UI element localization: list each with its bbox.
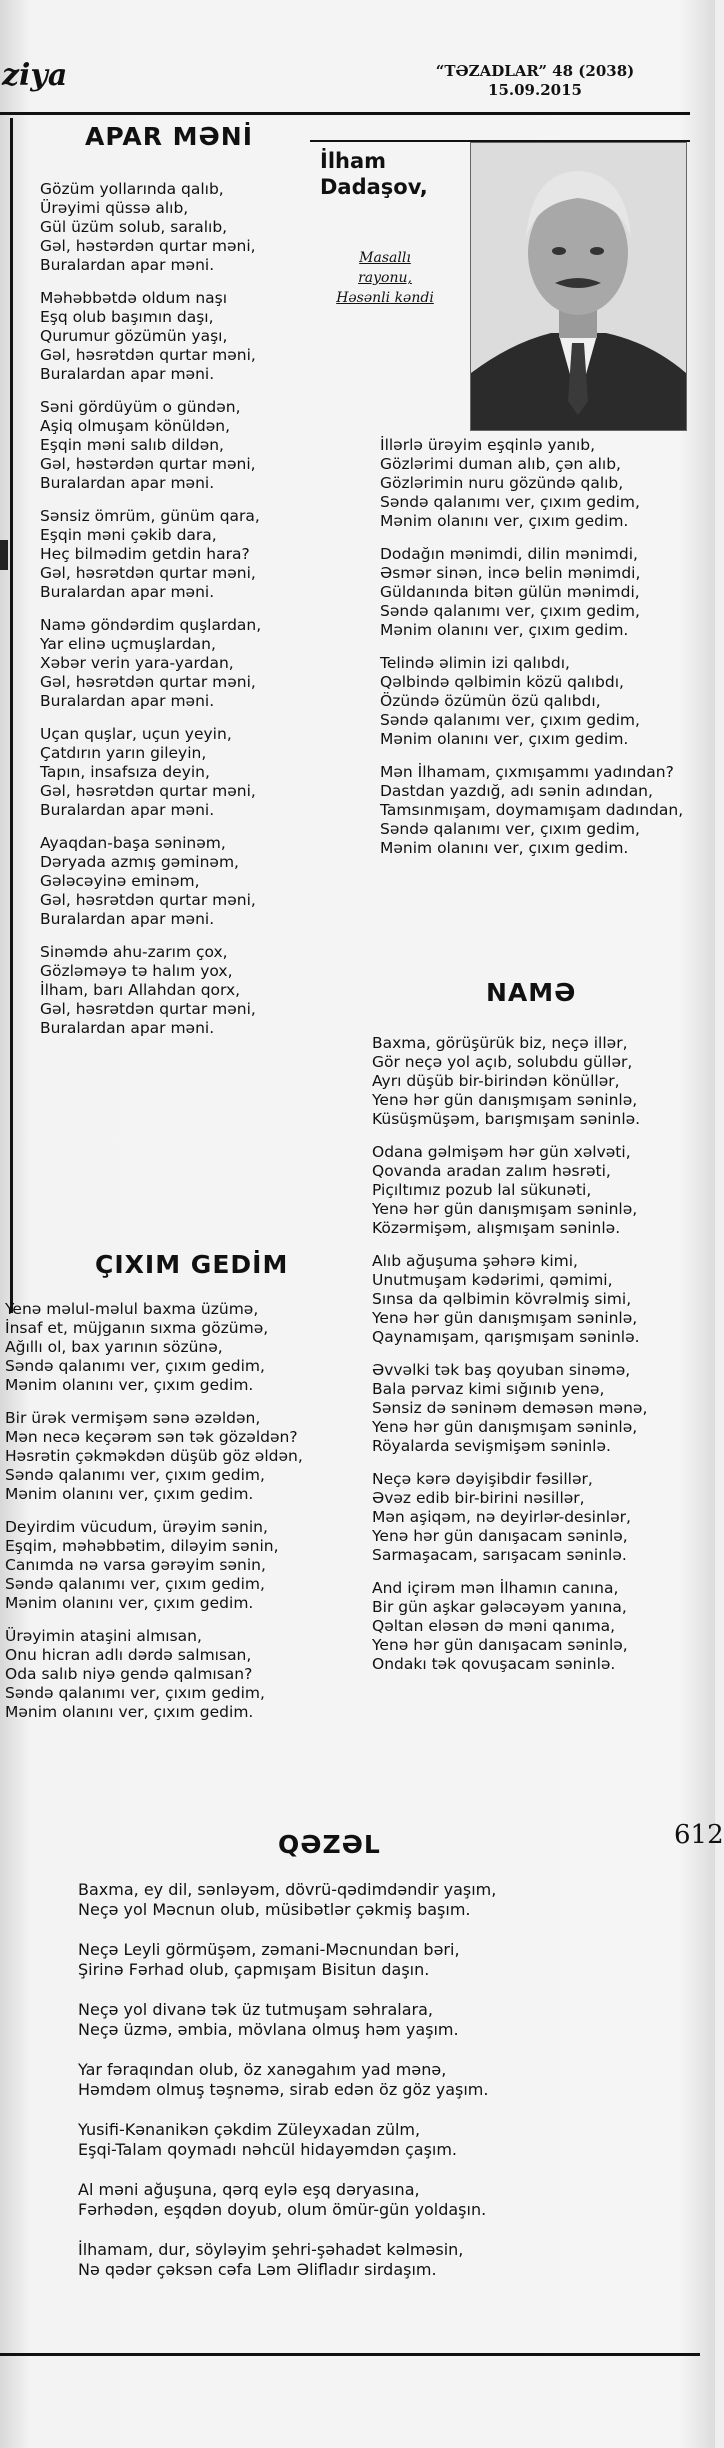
- poem-line: İnsaf et, müjganın sıxma gözümə,: [5, 1319, 269, 1337]
- poem-line: Dastdan yazdığ, adı sənin adından,: [380, 782, 653, 800]
- stanza: [40, 180, 310, 275]
- poem-line: Buralardan apar məni.: [40, 474, 215, 492]
- poem-line: Səndə qalanımı ver, çıxım gedim,: [380, 602, 640, 620]
- poem-line: Xəbər verin yara-yardan,: [40, 654, 234, 672]
- poem-title-cixim-gedim: ÇIXIM GEDİM: [95, 1250, 289, 1279]
- stanza: [380, 654, 680, 749]
- poem-line: İlham, barı Allahdan qorx,: [40, 981, 241, 999]
- issue-date: 15.09.2015: [488, 81, 582, 99]
- poem-line: Mənim olanını ver, çıxım gedim.: [5, 1594, 254, 1612]
- author-photo: [470, 142, 687, 431]
- stanza: [40, 725, 310, 820]
- poem-line: Səndə qalanımı ver, çıxım gedim,: [380, 711, 640, 729]
- poem-line: Uçan quşlar, uçun yeyin,: [40, 725, 232, 743]
- poem-line: Gəl, həsrətdən qurtar məni,: [40, 891, 256, 909]
- location-line: rayonu,: [358, 270, 412, 286]
- poem-line: Sarmaşacam, sarışacam səninlə.: [372, 1546, 627, 1564]
- poem-line: Yar elinə uçmuşlardan,: [40, 635, 216, 653]
- stanza: [5, 1300, 350, 1395]
- poem-line: Yenə hər gün danışmışam səninlə,: [372, 1091, 638, 1109]
- poem-line: Baxma, görüşürük biz, neçə illər,: [372, 1034, 628, 1052]
- poem-line: Neçə yol Məcnun olub, müsibətlər çəkmiş başım.: [78, 1900, 471, 1919]
- poem-line: Namə göndərdim quşlardan,: [40, 616, 262, 634]
- poem-line: Ondakı tək qovuşacam səninlə.: [372, 1655, 616, 1673]
- poem-line: Sənsiz də səninəm deməsən mənə,: [372, 1399, 648, 1417]
- masthead: [420, 62, 650, 100]
- author-location: [320, 248, 450, 308]
- poem-line: Buralardan apar məni.: [40, 256, 215, 274]
- poem-line: İllərlə ürəyim eşqinlə yanıb,: [380, 436, 596, 454]
- poem-line: Özündə özümün özü qalıbdı,: [380, 692, 601, 710]
- poem-line: Qəlbində qəlbimin közü qalıbdı,: [380, 673, 624, 691]
- poem-line: Mənim olanını ver, çıxım gedim.: [380, 621, 629, 639]
- stanza: [78, 2060, 496, 2100]
- poem-line: Əsmər sinən, incə belin mənimdi,: [380, 564, 641, 582]
- poem-line: Səndə qalanımı ver, çıxım gedim,: [5, 1684, 265, 1702]
- location-line: Masallı: [359, 250, 411, 266]
- poem-line: Eşqin məni salıb dildən,: [40, 436, 224, 454]
- poem-line: Səndə qalanımı ver, çıxım gedim,: [380, 820, 640, 838]
- poem-line: Tamsınmışam, doymamışam dadından,: [380, 801, 684, 819]
- poem-line: Buralardan apar məni.: [40, 692, 215, 710]
- author-portrait: [471, 143, 686, 430]
- stanza: [372, 1034, 682, 1129]
- poem-line: Əvəz edib bir-birini nəsillər,: [372, 1489, 585, 1507]
- poem-line: Buralardan apar məni.: [40, 1019, 215, 1037]
- poem-line: Gəl, həsrətdən qurtar məni,: [40, 673, 256, 691]
- poem-line: Mən aşiqəm, nə deyirlər-desinlər,: [372, 1508, 631, 1526]
- location-line: Həsənli kəndi: [336, 290, 434, 306]
- poem-line: Fərhədən, eşqdən doyub, olum ömür-gün yoldaşın.: [78, 2200, 487, 2219]
- poem-line: Yar fəraqından olub, öz xanəgahım yad mənə,: [78, 2060, 447, 2079]
- poem-line: Gəl, həstərdən qurtar məni,: [40, 455, 256, 473]
- stanza: [380, 436, 680, 531]
- poem-line: Mənim olanını ver, çıxım gedim.: [380, 512, 629, 530]
- poem-line: Deyirdim vücudum, ürəyim sənin,: [5, 1518, 268, 1536]
- poem-title-name: NAMƏ: [486, 978, 577, 1007]
- poem-line: Röyalarda sevişmişəm səninlə.: [372, 1437, 611, 1455]
- poem-line: Odana gəlmişəm hər gün xəlvəti,: [372, 1143, 631, 1161]
- poem-line: Yenə hər gün danışmışam səninlə,: [372, 1309, 638, 1327]
- poem-line: Mənim olanını ver, çıxım gedim.: [5, 1485, 254, 1503]
- stanza: [40, 834, 310, 929]
- poem-line: Telində əlimin izi qalıbdı,: [380, 654, 570, 672]
- poem-line: Onu hicran adlı dərdə salmısan,: [5, 1646, 252, 1664]
- stanza: [78, 2120, 496, 2160]
- poem-line: Dəryada azmış gəminəm,: [40, 853, 239, 871]
- poem-line: Eşq olub başımın daşı,: [40, 308, 214, 326]
- poem-line: Qaynamışam, qarışmışam səninlə.: [372, 1328, 640, 1346]
- left-edge-mark: [0, 540, 8, 570]
- poem-line: Al məni ağuşuna, qərq eylə eşq dəryasına,: [78, 2180, 420, 2199]
- poem-title-apar-meni: APAR MƏNİ: [85, 122, 254, 151]
- poem-line: Neçə yol divanə tək üz tutmuşam səhralara,: [78, 2000, 434, 2019]
- poem-line: İlhamam, dur, söyləyim şehri-şəhadət kəlməsin,: [78, 2240, 464, 2259]
- poem-line: Ürəyimin ataşini almısan,: [5, 1627, 202, 1645]
- poem-line: Gəl, həsrətdən qurtar məni,: [40, 564, 256, 582]
- poem-line: Bir gün aşkar gələcəyəm yanına,: [372, 1598, 627, 1616]
- stanza: [372, 1361, 682, 1456]
- poem-line: Yenə hər gün danışmışam səninlə,: [372, 1200, 638, 1218]
- stanza: [78, 1940, 496, 1980]
- poem-line: Həsrətin çəkməkdən düşüb göz əldən,: [5, 1447, 303, 1465]
- poem-line: Sənsiz ömrüm, günüm qara,: [40, 507, 260, 525]
- stanza: [380, 763, 684, 858]
- stanza: [380, 545, 680, 640]
- poem-line: Səndə qalanımı ver, çıxım gedim,: [5, 1357, 265, 1375]
- poem-apar-meni: [40, 180, 310, 1052]
- stanza: [5, 1627, 350, 1722]
- poem-line: Piçıltımız pozub lal sükunəti,: [372, 1181, 592, 1199]
- poem-line: Ayrı düşüb bir-birindən könüllər,: [372, 1072, 620, 1090]
- poem-line: Qəltan eləsən də məni qanıma,: [372, 1617, 616, 1635]
- poem-line: Çatdırın yarın gileyin,: [40, 744, 207, 762]
- poem-line: Buralardan apar məni.: [40, 583, 215, 601]
- poem-line: Sinəmdə ahu-zarım çox,: [40, 943, 228, 961]
- stanza: [78, 2240, 496, 2280]
- poem-line: Səni gördüyüm o gündən,: [40, 398, 241, 416]
- poem-title-qezel: QƏZƏL: [278, 1830, 381, 1859]
- poem-line: Məhəbbətdə oldum naşı: [40, 289, 228, 307]
- poem-line: Dodağın mənimdi, dilin mənimdi,: [380, 545, 638, 563]
- poem-cixim-gedim: [5, 1300, 350, 1736]
- stanza: [78, 1880, 496, 1920]
- poem-line: Sınsa da qəlbimin kövrəlmiş simi,: [372, 1290, 632, 1308]
- poem-line: Mənim olanını ver, çıxım gedim.: [5, 1703, 254, 1721]
- poem-line: Neçə Leyli görmüşəm, zəmani-Məcnundan bəri,: [78, 1940, 460, 1959]
- stanza: [40, 289, 310, 384]
- header-rule: [0, 112, 690, 115]
- poem-line: Ayaqdan-başa səninəm,: [40, 834, 226, 852]
- poem-line: Közərmişəm, alışmışam səninlə.: [372, 1219, 621, 1237]
- stanza: [40, 507, 310, 602]
- poem-qezel: [78, 1880, 496, 2300]
- poem-line: Yenə hər gün danışmışam səninlə,: [372, 1418, 638, 1436]
- poem-line: Buralardan apar məni.: [40, 365, 215, 383]
- stanza: [5, 1518, 350, 1613]
- poem-line: Canımda nə varsa gərəyim sənin,: [5, 1556, 266, 1574]
- poem-line: Unutmuşam kədərimi, qəmimi,: [372, 1271, 613, 1289]
- newspaper-issue: “TƏZADLAR” 48 (2038): [435, 62, 635, 80]
- stanza: [372, 1252, 682, 1347]
- poem-line: Səndə qalanımı ver, çıxım gedim,: [380, 493, 640, 511]
- author-first-name: İlham: [320, 149, 387, 173]
- poem-line: Eşqim, məhəbbətim, diləyim sənin,: [5, 1537, 279, 1555]
- poem-line: Neçə üzmə, əmbia, mövlana olmuş həm yaşım.: [78, 2020, 459, 2039]
- poem-line: Buralardan apar məni.: [40, 801, 215, 819]
- poem-line: Mən necə keçərəm sən tək gözəldən?: [5, 1428, 298, 1446]
- poem-line: Səndə qalanımı ver, çıxım gedim,: [5, 1575, 265, 1593]
- poem-line: Qurumur gözümün yaşı,: [40, 327, 228, 345]
- poem-line: Gözlərimin nuru gözündə qalıb,: [380, 474, 624, 492]
- poem-line: Neçə kərə dəyişibdir fəsillər,: [372, 1470, 593, 1488]
- poem-line: Gözlərimi duman alıb, çən alıb,: [380, 455, 621, 473]
- poem-line: Yenə hər gün danışacam səninlə,: [372, 1527, 628, 1545]
- poem-continuation: [380, 436, 684, 872]
- poem-line: Tapın, insafsıza deyin,: [40, 763, 210, 781]
- poem-line: Yenə hər gün danışacam səninlə,: [372, 1636, 628, 1654]
- poem-line: Buralardan apar məni.: [40, 910, 215, 928]
- stanza: [40, 943, 310, 1038]
- poem-line: Qovanda aradan zalım həsrəti,: [372, 1162, 611, 1180]
- poem-line: Eşqi-Talam qoymadı nəhcül hidayəmdən çaşım.: [78, 2140, 458, 2159]
- left-column-border: [0, 118, 13, 1313]
- poem-line: Gəl, həsrətdən qurtar məni,: [40, 346, 256, 364]
- poem-line: Əvvəlki tək baş qoyuban sinəmə,: [372, 1361, 631, 1379]
- right-column-rule: [310, 140, 690, 142]
- poem-line: Ağıllı ol, bax yarının sözünə,: [5, 1338, 223, 1356]
- section-title: ziya: [2, 58, 68, 93]
- stanza: [78, 2180, 496, 2220]
- author-last-name: Dadaşov,: [320, 175, 428, 199]
- author-name: [320, 148, 460, 200]
- poem-line: Heç bilmədim getdin hara?: [40, 545, 250, 563]
- poem-line: Baxma, ey dil, sənləyəm, dövrü-qədimdəndir yaşım,: [78, 1880, 497, 1899]
- poem-line: Gələcəyinə eminəm,: [40, 872, 200, 890]
- poem-line: Mənim olanını ver, çıxım gedim.: [5, 1376, 254, 1394]
- poem-line: Mənim olanını ver, çıxım gedim.: [380, 839, 629, 857]
- stanza: [40, 398, 310, 493]
- poem-line: Yusifi-Kənanikən çəkdim Züleyxadan zülm,: [78, 2120, 421, 2139]
- poem-line: Gör neçə yol açıb, solubdu güllər,: [372, 1053, 633, 1071]
- poem-line: Ürəyimi qüssə alıb,: [40, 199, 189, 217]
- poem-line: Güldanında bitən gülün mənimdi,: [380, 583, 640, 601]
- stanza: [5, 1409, 350, 1504]
- poem-line: Bala pərvaz kimi sığınıb yenə,: [372, 1380, 605, 1398]
- stanza: [372, 1143, 682, 1238]
- poem-name: [372, 1034, 682, 1688]
- poem-line: Oda salıb niyə gendə qalmısan?: [5, 1665, 253, 1683]
- poem-line: Gəl, həstərdən qurtar məni,: [40, 237, 256, 255]
- poem-line: Gözləməyə tə halım yox,: [40, 962, 233, 980]
- poem-line: And içirəm mən İlhamın canına,: [372, 1579, 619, 1597]
- poem-line: Şirinə Fərhad olub, çapmışam Bisitun daşın.: [78, 1960, 430, 1979]
- poem-line: Alıb ağuşuma şəhərə kimi,: [372, 1252, 578, 1270]
- poem-line: Bir ürək vermişəm sənə əzəldən,: [5, 1409, 261, 1427]
- stanza: [372, 1470, 682, 1565]
- poem-line: Eşqin məni çəkib dara,: [40, 526, 217, 544]
- poem-line: Həmdəm olmuş təşnəmə, sirab edən öz göz yaşım.: [78, 2080, 489, 2099]
- handwritten-mark: 612: [674, 1820, 724, 1850]
- poem-line: Gəl, həsrətdən qurtar məni,: [40, 1000, 256, 1018]
- poem-line: Küsüşmüşəm, barışmışam səninlə.: [372, 1110, 641, 1128]
- stanza: [372, 1579, 682, 1674]
- poem-line: Gəl, həsrətdən qurtar məni,: [40, 782, 256, 800]
- stanza: [78, 2000, 496, 2040]
- poem-line: Gözüm yollarında qalıb,: [40, 180, 224, 198]
- poem-line: Mən İlhamam, çıxmışammı yadından?: [380, 763, 674, 781]
- stanza: [40, 616, 310, 711]
- bottom-rule: [0, 2353, 700, 2356]
- poem-line: Nə qədər çəksən cəfa Ləm Əlifladır sirdaşım.: [78, 2260, 437, 2279]
- poem-line: Gül üzüm solub, saralıb,: [40, 218, 228, 236]
- poem-line: Aşiq olmuşam könüldən,: [40, 417, 231, 435]
- poem-line: Mənim olanını ver, çıxım gedim.: [380, 730, 629, 748]
- poem-line: Səndə qalanımı ver, çıxım gedim,: [5, 1466, 265, 1484]
- poem-line: Yenə məlul-məlul baxma üzümə,: [5, 1300, 259, 1318]
